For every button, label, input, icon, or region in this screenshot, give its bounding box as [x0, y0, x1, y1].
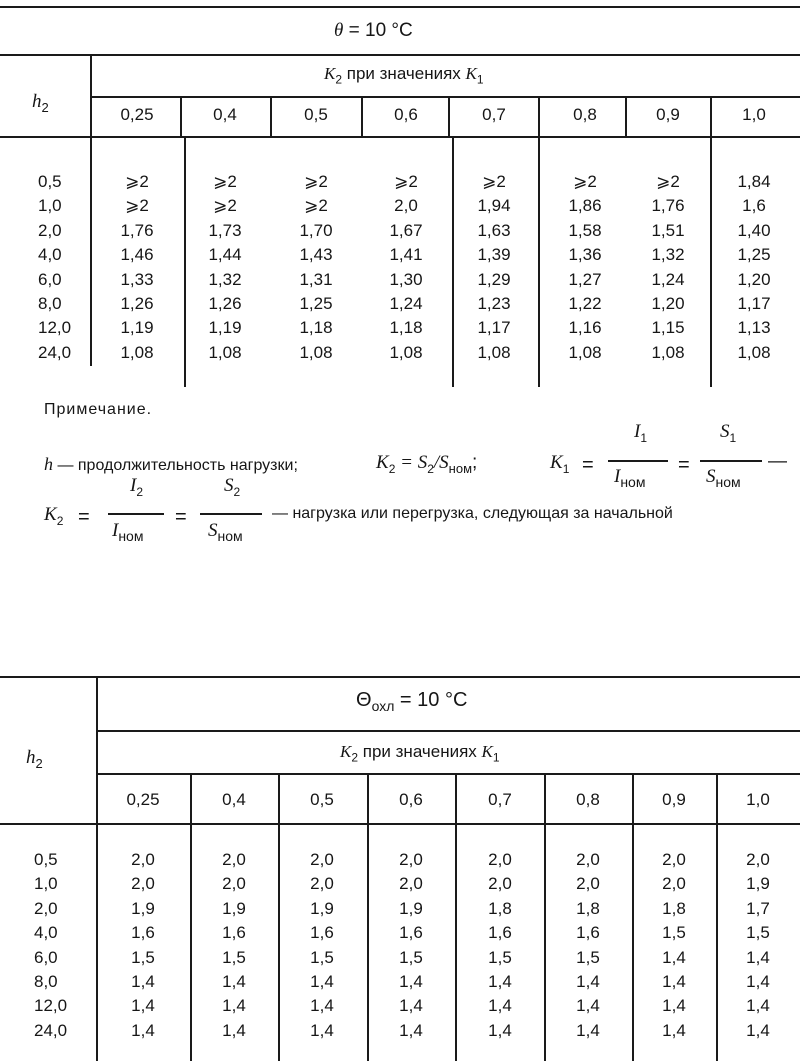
- row-label-h2: 6,0: [38, 269, 62, 289]
- table-cell: 1,08: [737, 342, 771, 362]
- table2-col-divider: [632, 774, 634, 1061]
- table-cell: 1,76: [651, 196, 685, 216]
- table-cell: 1,6: [310, 923, 334, 943]
- table-cell: 1,4: [746, 972, 770, 991]
- table-cell: 1,26: [120, 294, 154, 313]
- table-cell: 1,17: [477, 318, 511, 338]
- fraction-s1-snom: $S_1$ $S_{ном}$: [700, 422, 762, 492]
- table-cell: 2,0: [222, 874, 246, 894]
- table-cell: 1,31: [299, 269, 333, 289]
- table-cell: 1,86: [568, 196, 602, 216]
- table-cell: 2,0: [222, 850, 246, 869]
- table1-title: [334, 21, 413, 40]
- title-value: = 10 °C: [343, 20, 413, 41]
- table2-group-header: $K_2$ при значениях $K_1$: [340, 742, 500, 765]
- table2-row-header: $h_2$: [26, 747, 43, 771]
- table-cell: 2,0: [131, 874, 155, 894]
- table-cell: 1,08: [477, 342, 511, 362]
- table-cell: 1,32: [651, 245, 685, 265]
- row-label-h2: 2,0: [34, 898, 58, 918]
- column-header: 0,9: [656, 105, 680, 124]
- row-label-h2: 8,0: [38, 294, 62, 313]
- table-cell: 1,15: [651, 318, 685, 338]
- table-cell: 1,08: [651, 342, 685, 362]
- column-header: 0,8: [573, 105, 597, 124]
- table-cell: 1,9: [399, 898, 423, 918]
- note-equals: =: [582, 454, 594, 476]
- table-cell: ⩾2: [656, 172, 680, 191]
- table-cell: 1,32: [208, 269, 242, 289]
- row-label-h2: 12,0: [38, 318, 72, 338]
- column-header: 1,0: [746, 790, 770, 809]
- table-cell: 1,9: [746, 874, 770, 894]
- table-cell: 1,20: [651, 294, 685, 313]
- table2-col-divider: [278, 774, 280, 1061]
- table-cell: 1,41: [389, 245, 423, 265]
- table-cell: 1,8: [488, 898, 512, 918]
- table-cell: 1,4: [576, 996, 600, 1016]
- note-equals: =: [678, 454, 690, 476]
- table-cell: 2,0: [488, 850, 512, 869]
- table-cell: 1,4: [310, 996, 334, 1016]
- row-label-h2: 24,0: [38, 342, 72, 362]
- note-equals: =: [175, 506, 187, 528]
- row-label-h2: 2,0: [38, 220, 62, 240]
- table-cell: ⩾2: [304, 196, 328, 216]
- table-cell: 1,4: [222, 1020, 246, 1040]
- column-header: 0,25: [120, 105, 154, 124]
- table-cell: 1,4: [310, 972, 334, 991]
- table-cell: 1,6: [488, 923, 512, 943]
- column-header: 0,6: [394, 105, 418, 124]
- table-cell: 1,4: [576, 972, 600, 991]
- table2-rowheader-divider: [96, 677, 98, 1061]
- table-cell: 1,70: [299, 220, 333, 240]
- table-cell: 1,43: [299, 245, 333, 265]
- table-cell: 1,4: [399, 1020, 423, 1040]
- table-cell: 2,0: [131, 850, 155, 869]
- column-header: 0,8: [576, 790, 600, 809]
- table-cell: 1,63: [477, 220, 511, 240]
- table-cell: 1,5: [310, 947, 334, 967]
- table2-title: $\Theta_{охл} = 10$ °C: [356, 689, 468, 714]
- table-cell: 1,22: [568, 294, 602, 313]
- table1-col-divider: [452, 137, 454, 387]
- table1-col-divider: [361, 97, 363, 137]
- column-header: 0,7: [482, 105, 506, 124]
- table-cell: 1,94: [477, 196, 511, 216]
- table-cell: 1,08: [299, 342, 333, 362]
- table-cell: 1,5: [222, 947, 246, 967]
- table2-col-divider: [190, 774, 192, 1061]
- note-k2-ratio: $K_2 = S_2/S_{ном}$;: [376, 452, 478, 476]
- table-cell: 1,51: [651, 220, 685, 240]
- fraction-i2-inom: $I_2$ $I_{ном}$: [108, 476, 164, 546]
- table2-col-divider: [544, 774, 546, 1061]
- table-cell: 1,4: [399, 972, 423, 991]
- table-cell: 1,9: [222, 898, 246, 918]
- table-cell: 1,7: [746, 898, 770, 918]
- table-cell: 1,17: [737, 294, 771, 313]
- table-cell: 2,0: [394, 196, 418, 216]
- table-cell: 1,25: [737, 245, 771, 265]
- table-cell: 1,6: [131, 923, 155, 943]
- table-cell: 1,4: [131, 972, 155, 991]
- table1-rowheader-divider: [90, 55, 92, 366]
- table-cell: 2,0: [399, 850, 423, 869]
- table-cell: 2,0: [310, 850, 334, 869]
- note-dash: —: [768, 451, 787, 472]
- table-cell: 1,08: [568, 342, 602, 362]
- table-cell: 1,4: [746, 947, 770, 967]
- row-label-h2: 0,5: [38, 172, 62, 191]
- fraction-s2-snom: $S_2$ $S_{ном}$: [200, 476, 262, 546]
- column-header: 0,9: [662, 790, 686, 809]
- table-cell: 1,40: [737, 220, 771, 240]
- table-cell: 1,6: [399, 923, 423, 943]
- table-cell: 1,36: [568, 245, 602, 265]
- column-header: 1,0: [742, 105, 766, 124]
- table-cell: 1,4: [576, 1020, 600, 1040]
- table-cell: 1,4: [662, 1020, 686, 1040]
- table-cell: 1,4: [131, 996, 155, 1016]
- note-heading: Примечание.: [44, 401, 153, 418]
- column-header: 0,25: [126, 790, 160, 809]
- table-cell: 1,4: [662, 947, 686, 967]
- note-k1-symbol: $K_1$: [550, 452, 570, 476]
- table-cell: 1,30: [389, 269, 423, 289]
- table2-col-divider: [367, 774, 369, 1061]
- column-header: 0,5: [310, 790, 334, 809]
- table-cell: 1,44: [208, 245, 242, 265]
- table-cell: 2,0: [746, 850, 770, 869]
- table1-group-header: $K_2$ при значениях $K_1$: [324, 64, 484, 87]
- table-cell: 1,5: [746, 923, 770, 943]
- row-label-h2: 8,0: [34, 972, 58, 991]
- table-cell: ⩾2: [125, 172, 149, 191]
- table1-top-rule: [0, 6, 800, 8]
- table-cell: ⩾2: [125, 196, 149, 216]
- table-cell: 1,6: [576, 923, 600, 943]
- table-cell: 1,73: [208, 220, 242, 240]
- row-label-h2: 4,0: [34, 923, 58, 943]
- table-cell: 1,58: [568, 220, 602, 240]
- table-cell: 1,4: [746, 996, 770, 1016]
- table-cell: ⩾2: [213, 196, 237, 216]
- table-cell: 1,08: [208, 342, 242, 362]
- table-cell: 1,4: [488, 972, 512, 991]
- table-cell: 1,9: [131, 898, 155, 918]
- table-cell: ⩾2: [573, 172, 597, 191]
- table-cell: 1,19: [208, 318, 242, 338]
- note-k2-symbol: $K_2$: [44, 504, 64, 528]
- table-cell: 1,8: [576, 898, 600, 918]
- table-cell: 1,4: [662, 996, 686, 1016]
- table-cell: 1,5: [488, 947, 512, 967]
- table1-col-divider: [538, 97, 540, 387]
- table-cell: 1,08: [389, 342, 423, 362]
- table-cell: 1,18: [389, 318, 423, 338]
- table-cell: 1,76: [120, 220, 154, 240]
- table-cell: 2,0: [662, 874, 686, 894]
- table-cell: 1,5: [576, 947, 600, 967]
- theta-cooling-symbol: Θ: [356, 689, 372, 711]
- table-cell: 1,24: [651, 269, 685, 289]
- table-cell: 1,23: [477, 294, 511, 313]
- table1-row-header: $h_2$: [32, 91, 49, 115]
- table1-header-rule: [0, 136, 800, 138]
- row-label-h2: 12,0: [34, 996, 68, 1016]
- table2-header-rule: [0, 823, 800, 825]
- row-label-h2: 1,0: [38, 196, 62, 216]
- row-label-h2: 6,0: [34, 947, 58, 967]
- table-cell: 1,5: [662, 923, 686, 943]
- table-cell: 1,4: [222, 996, 246, 1016]
- fraction-i1-inom: $I_1$ $I_{ном}$: [608, 422, 668, 492]
- table-cell: 2,0: [310, 874, 334, 894]
- table-cell: 1,84: [737, 172, 771, 191]
- column-header: 0,4: [222, 790, 246, 809]
- table-cell: 1,6: [742, 196, 766, 216]
- table-cell: 1,08: [120, 342, 154, 362]
- table2-col-divider: [716, 774, 718, 1061]
- table-cell: ⩾2: [304, 172, 328, 191]
- table1-title-rule: [0, 54, 800, 56]
- table2-title-rule: [98, 730, 800, 732]
- table1-col-divider: [184, 137, 186, 387]
- table-cell: 1,5: [131, 947, 155, 967]
- table-cell: 1,4: [488, 996, 512, 1016]
- table-cell: 1,4: [310, 1020, 334, 1040]
- table-cell: 1,26: [208, 294, 242, 313]
- table-cell: 1,16: [568, 318, 602, 338]
- table2-col-divider: [455, 774, 457, 1061]
- table1-col-divider: [625, 97, 627, 137]
- column-header: 0,7: [488, 790, 512, 809]
- table-cell: 1,24: [389, 294, 423, 313]
- table-cell: 1,39: [477, 245, 511, 265]
- row-label-h2: 0,5: [34, 850, 58, 869]
- table2-top-rule: [0, 676, 800, 678]
- table1-col-divider: [448, 97, 450, 137]
- table-cell: 2,0: [576, 874, 600, 894]
- table-cell: 1,4: [488, 1020, 512, 1040]
- table2-group-rule: [98, 773, 800, 775]
- note-h-definition: h — продолжительность нагрузки;: [44, 454, 298, 474]
- column-header: 0,6: [399, 790, 423, 809]
- column-header: 0,5: [304, 105, 328, 124]
- table-cell: 1,9: [310, 898, 334, 918]
- table-cell: 1,33: [120, 269, 154, 289]
- table-cell: 2,0: [488, 874, 512, 894]
- table-cell: 1,29: [477, 269, 511, 289]
- table-cell: ⩾2: [394, 172, 418, 191]
- table1-col-divider: [270, 97, 272, 137]
- table-cell: 2,0: [576, 850, 600, 869]
- row-label-h2: 1,0: [34, 874, 58, 894]
- column-header: 0,4: [213, 105, 237, 124]
- table-cell: 1,25: [299, 294, 333, 313]
- row-label-h2: 24,0: [34, 1020, 68, 1040]
- table-cell: 1,5: [399, 947, 423, 967]
- table-cell: 1,4: [662, 972, 686, 991]
- table-cell: 2,0: [662, 850, 686, 869]
- table1-col-divider: [180, 97, 182, 137]
- row-label-h2: 4,0: [38, 245, 62, 265]
- table-cell: 1,67: [389, 220, 423, 240]
- table-cell: 1,4: [399, 996, 423, 1016]
- table-cell: 1,18: [299, 318, 333, 338]
- table-cell: 1,19: [120, 318, 154, 338]
- table1-group-rule: [92, 96, 800, 98]
- table-cell: ⩾2: [482, 172, 506, 191]
- table-cell: 1,27: [568, 269, 602, 289]
- table-cell: 1,4: [222, 972, 246, 991]
- table-cell: 1,8: [662, 898, 686, 918]
- table-cell: 1,13: [737, 318, 771, 338]
- table-cell: 1,6: [222, 923, 246, 943]
- table-cell: 2,0: [399, 874, 423, 894]
- table-cell: ⩾2: [213, 172, 237, 191]
- table-cell: 1,4: [131, 1020, 155, 1040]
- table-cell: 1,4: [746, 1020, 770, 1040]
- note-k2-description: — нагрузка или перегрузка, следующая за начальной: [272, 505, 673, 522]
- theta-symbol: θ: [334, 20, 344, 41]
- table-cell: 1,20: [737, 269, 771, 289]
- note-equals: =: [78, 506, 90, 528]
- table1-col-divider: [710, 97, 712, 387]
- table-cell: 1,46: [120, 245, 154, 265]
